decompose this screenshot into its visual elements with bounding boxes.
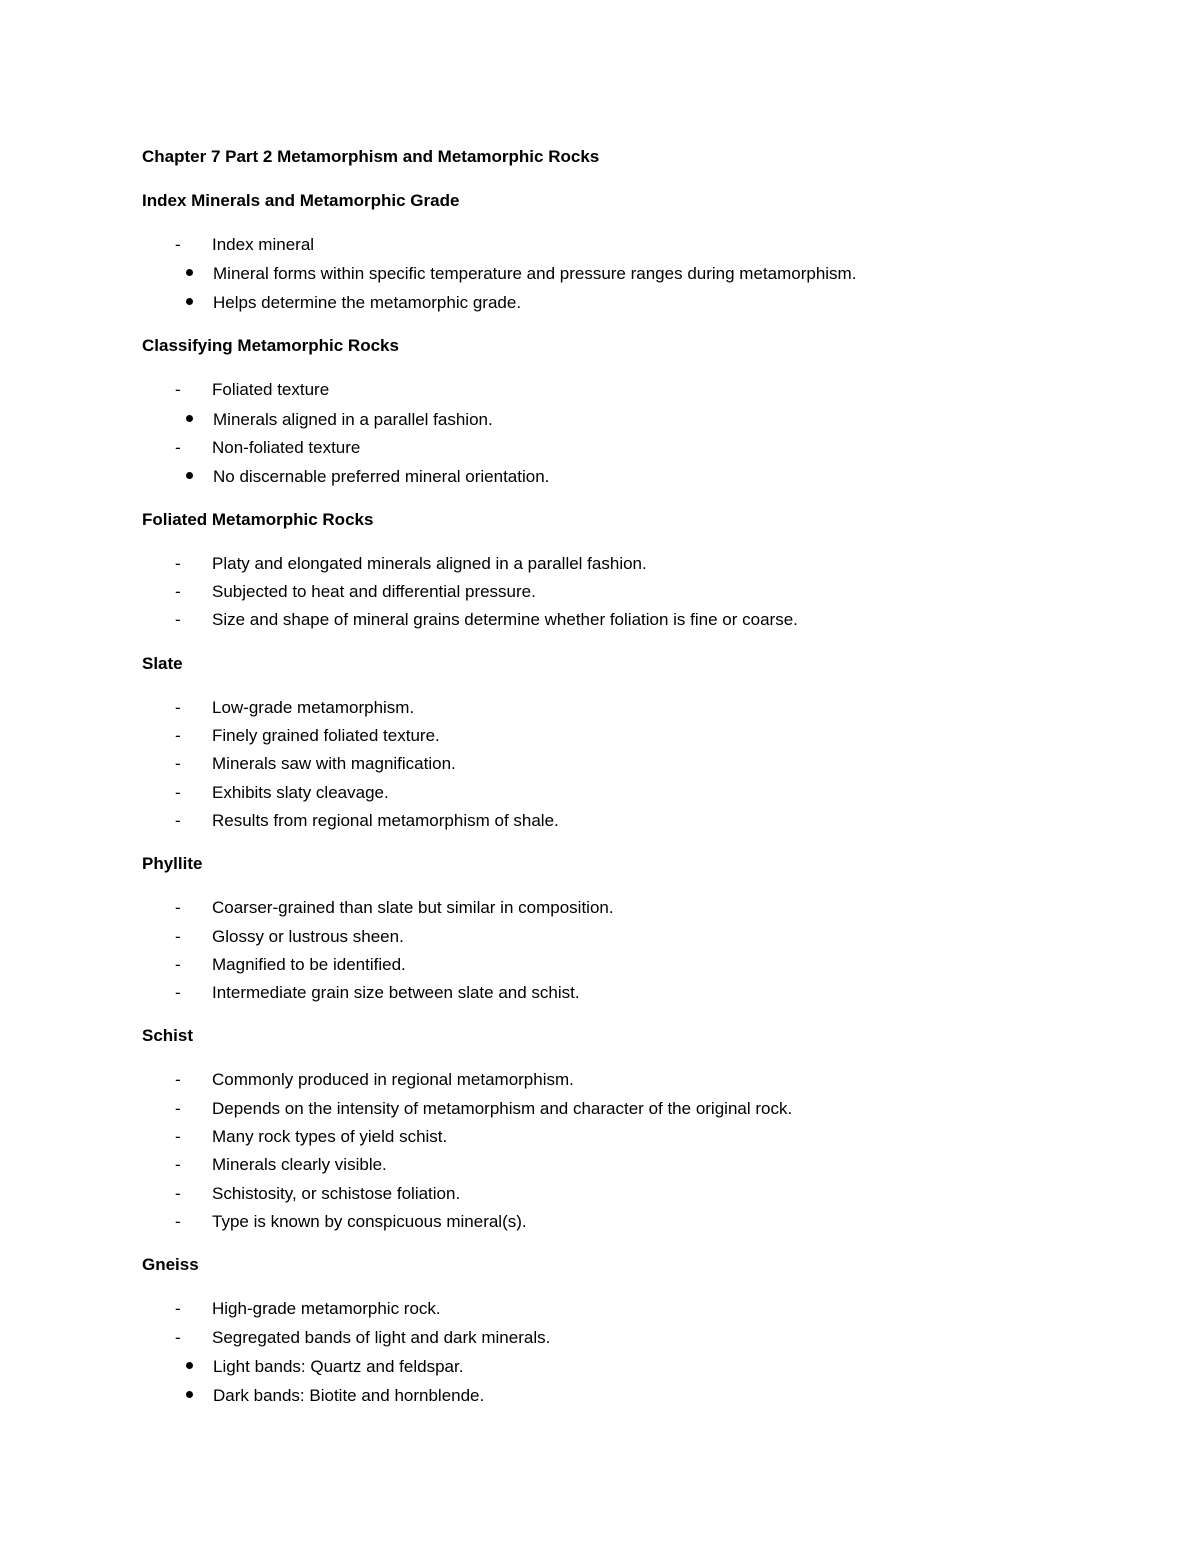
dash-marker: - <box>175 898 181 918</box>
dash-list <box>142 376 1102 491</box>
dash-marker: - <box>175 380 181 400</box>
bullet-item <box>142 288 1102 317</box>
list-item <box>142 606 1102 634</box>
section <box>142 1022 1102 1251</box>
list-item-text: Size and shape of mineral grains determine whether foliation is fine or coarse. <box>212 610 798 630</box>
list-item-text: High-grade metamorphic rock. <box>212 1299 441 1319</box>
dash-marker: - <box>175 553 181 573</box>
section-heading: Index Minerals and Metamorphic Grade <box>142 191 460 210</box>
bullet-item-text: Dark bands: Biotite and hornblende. <box>213 1385 485 1405</box>
sublist-container <box>72 462 1102 491</box>
sublist-container <box>72 405 1102 434</box>
list-item-text: Glossy or lustrous sheen. <box>212 926 404 946</box>
list-item <box>142 1066 1102 1094</box>
dash-marker: - <box>175 1299 181 1319</box>
list-item <box>142 1095 1102 1123</box>
section-heading: Slate <box>142 653 183 673</box>
list-item <box>142 231 1102 259</box>
bullet-icon <box>186 298 193 305</box>
list-item-text: Segregated bands of light and dark minerals. <box>212 1327 551 1347</box>
dash-marker: - <box>175 235 181 254</box>
bullet-item-text: Minerals aligned in a parallel fashion. <box>213 409 493 429</box>
dash-marker: - <box>175 782 181 802</box>
list-item-text: Commonly produced in regional metamorphism. <box>212 1070 574 1090</box>
document-title: Chapter 7 Part 2 Metamorphism and Metamorphic Rocks <box>142 147 600 166</box>
list-item <box>142 1208 1102 1236</box>
dash-marker: - <box>175 1327 181 1347</box>
bullet-icon <box>186 1391 193 1398</box>
dash-marker: - <box>175 926 181 946</box>
bullet-icon <box>186 415 193 422</box>
bullet-list <box>142 405 1102 434</box>
list-item-text: Exhibits slaty cleavage. <box>212 782 389 802</box>
bullet-item-text: Helps determine the metamorphic grade. <box>213 293 522 313</box>
dash-marker: - <box>175 1183 181 1203</box>
dash-marker: - <box>175 810 181 830</box>
list-item <box>142 1180 1102 1208</box>
sublist-container <box>72 1352 1102 1410</box>
dash-list <box>142 894 1102 1007</box>
list-item-text: Depends on the intensity of metamorphism and character of the original rock. <box>212 1098 793 1118</box>
bullet-item-text: No discernable preferred mineral orientation. <box>213 466 550 486</box>
section <box>142 332 1102 506</box>
dash-list <box>142 1066 1102 1236</box>
list-item-text: Results from regional metamorphism of shale. <box>212 810 559 830</box>
list-item-text: Subjected to heat and differential pressure. <box>212 582 536 602</box>
dash-marker: - <box>175 1070 181 1090</box>
list-item <box>142 807 1102 835</box>
dash-marker: - <box>175 726 181 746</box>
section-spacer <box>142 835 1102 850</box>
section-spacer <box>142 1007 1102 1022</box>
section <box>142 1251 1102 1410</box>
sublist-container <box>72 259 1102 317</box>
list-item <box>142 1151 1102 1179</box>
list-item-text: Coarser-grained than slate but similar in composition. <box>212 898 614 918</box>
list-item-text: Schistosity, or schistose foliation. <box>212 1183 461 1203</box>
section <box>142 187 1102 332</box>
list-item-text: Foliated texture <box>212 380 330 400</box>
section-spacer <box>142 491 1102 506</box>
section-heading: Phyllite <box>142 854 203 874</box>
section <box>142 650 1102 850</box>
list-item-text: Index mineral <box>212 235 315 254</box>
dash-marker: - <box>175 954 181 974</box>
dash-marker: - <box>175 983 181 1003</box>
list-item <box>142 376 1102 404</box>
list-item <box>142 550 1102 578</box>
bullet-item <box>142 462 1102 491</box>
list-item <box>142 750 1102 778</box>
dash-list <box>142 1295 1102 1410</box>
section-spacer <box>142 635 1102 650</box>
list-item-text: Finely grained foliated texture. <box>212 726 440 746</box>
list-item <box>142 694 1102 722</box>
bullet-item <box>142 1352 1102 1381</box>
bullet-item-text: Mineral forms within specific temperature and pressure ranges during metamorphism. <box>213 264 857 284</box>
dash-marker: - <box>175 1127 181 1147</box>
section <box>142 506 1102 650</box>
list-item <box>142 1123 1102 1151</box>
dash-marker: - <box>175 1155 181 1175</box>
dash-marker: - <box>175 697 181 717</box>
document-body <box>142 143 1102 1410</box>
section-heading: Gneiss <box>142 1255 199 1275</box>
list-item-text: Platy and elongated minerals aligned in a parallel fashion. <box>212 553 647 573</box>
bullet-item <box>142 259 1102 288</box>
bullet-list <box>142 259 1102 317</box>
dash-marker: - <box>175 610 181 630</box>
list-item-text: Type is known by conspicuous mineral(s). <box>212 1211 527 1231</box>
list-item <box>142 779 1102 807</box>
section-spacer <box>142 317 1102 332</box>
dash-list <box>142 231 1102 317</box>
bullet-icon <box>186 269 193 276</box>
dash-list <box>142 550 1102 635</box>
section-spacer <box>142 1236 1102 1251</box>
list-item-text: Magnified to be identified. <box>212 954 406 974</box>
section-heading: Classifying Metamorphic Rocks <box>142 336 399 356</box>
list-item-text: Non-foliated texture <box>212 437 361 457</box>
dash-marker: - <box>175 754 181 774</box>
bullet-item <box>142 405 1102 434</box>
list-item <box>142 894 1102 922</box>
list-item-text: Many rock types of yield schist. <box>212 1127 448 1147</box>
bullet-item-text: Light bands: Quartz and feldspar. <box>213 1356 464 1376</box>
list-item <box>142 951 1102 979</box>
dash-marker: - <box>175 1098 181 1118</box>
list-item <box>142 979 1102 1007</box>
dash-list <box>142 694 1102 835</box>
list-item <box>142 1324 1102 1352</box>
list-item-text: Minerals clearly visible. <box>212 1155 387 1175</box>
list-item <box>142 578 1102 606</box>
list-item-text: Low-grade metamorphism. <box>212 697 415 717</box>
list-item <box>142 434 1102 462</box>
list-item <box>142 1295 1102 1323</box>
bullet-item <box>142 1381 1102 1410</box>
dash-marker: - <box>175 437 181 457</box>
list-item-text: Minerals saw with magnification. <box>212 754 456 774</box>
section <box>142 850 1102 1022</box>
list-item <box>142 722 1102 750</box>
dash-marker: - <box>175 582 181 602</box>
section-heading: Foliated Metamorphic Rocks <box>142 509 374 529</box>
dash-marker: - <box>175 1211 181 1231</box>
list-item <box>142 923 1102 951</box>
bullet-icon <box>186 1362 193 1369</box>
list-item-text: Intermediate grain size between slate and schist. <box>212 983 580 1003</box>
section-heading: Schist <box>142 1026 194 1046</box>
bullet-icon <box>186 472 193 479</box>
bullet-list <box>142 462 1102 491</box>
bullet-list <box>142 1352 1102 1410</box>
